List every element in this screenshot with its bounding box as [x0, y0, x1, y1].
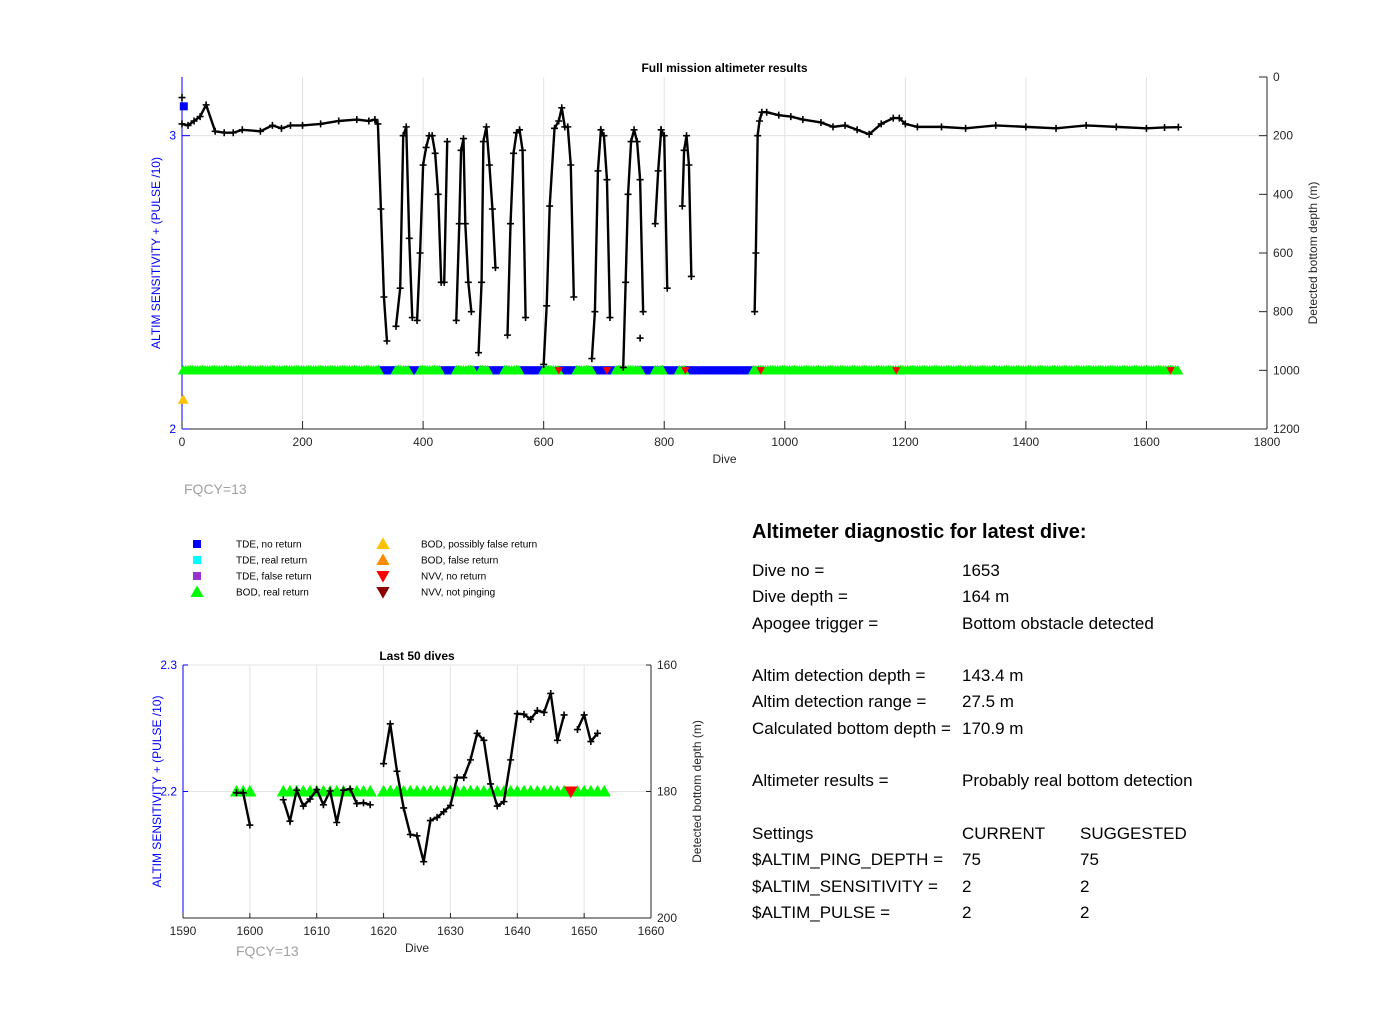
legend-marker — [376, 587, 389, 599]
setting-label: $ALTIM_SENSITIVITY = — [752, 876, 938, 896]
x-tick-label: 800 — [654, 435, 675, 449]
spacer — [752, 795, 1392, 821]
settings-header-row — [752, 821, 1392, 847]
right-tick-label: 200 — [657, 911, 678, 925]
altimeter-diagnostic-panel — [752, 518, 1392, 926]
legend-label: BOD, possibly false return — [421, 539, 538, 551]
x-tick-label: 1660 — [637, 924, 665, 938]
legend-marker — [190, 585, 203, 597]
diag-label: Apogee trigger = — [752, 613, 879, 633]
diag-row-altimeter-results — [752, 768, 1392, 794]
right-axis-label: Detected bottom depth (m) — [690, 720, 704, 863]
diag-row-detection-depth — [752, 663, 1392, 689]
x-tick-label: 1600 — [236, 924, 264, 938]
diag-value: 143.4 m — [962, 666, 1024, 686]
x-tick-label: 1800 — [1253, 435, 1281, 449]
fqcy-note: FQCY=13 — [184, 481, 247, 497]
legend-label: TDE, real return — [236, 555, 308, 567]
legend-label: NVV, no return — [421, 571, 487, 583]
full-mission-chart — [149, 61, 1320, 497]
left-tick-label: 2 — [169, 422, 176, 436]
diag-label: Calculated bottom depth = — [752, 718, 951, 738]
setting-row-pulse — [752, 900, 1392, 926]
left-axis-label: ALTIM SENSITIVITY + (PULSE /10) — [150, 695, 164, 888]
settings-header: Settings — [752, 823, 814, 843]
diag-value: Probably real bottom detection — [962, 771, 1193, 791]
x-tick-label: 1650 — [570, 924, 598, 938]
diag-value: 170.9 m — [962, 718, 1024, 738]
x-tick-label: 600 — [533, 435, 554, 449]
marker-legend — [190, 537, 537, 598]
x-tick-label: 1590 — [169, 924, 197, 938]
diag-value: Bottom obstacle detected — [962, 613, 1154, 633]
diag-label: Dive no = — [752, 561, 825, 580]
legend-marker — [193, 556, 201, 564]
left-tick-label: 2.2 — [160, 784, 177, 799]
x-tick-label: 1400 — [1012, 435, 1040, 449]
spacer — [752, 742, 1392, 768]
x-tick-label: 1610 — [303, 924, 331, 938]
right-axis-label: Detected bottom depth (m) — [1306, 181, 1320, 325]
legend-marker — [376, 553, 389, 565]
legend-label: NVV, not pinging — [421, 587, 496, 599]
x-axis-label: Dive — [404, 941, 430, 955]
setting-current: 2 — [962, 876, 972, 896]
right-tick-label: 600 — [1273, 246, 1294, 260]
tde-no-return-marker — [180, 102, 188, 110]
x-tick-label: 1630 — [437, 924, 464, 938]
left-axis-label: ALTIM SENSITIVITY + (PULSE /10) — [149, 157, 163, 349]
right-tick-label: 0 — [1273, 70, 1280, 84]
x-tick-label: 1000 — [771, 435, 799, 449]
setting-row-ping-depth — [752, 847, 1392, 873]
setting-suggested: 2 — [1080, 876, 1090, 896]
x-axis-label: Dive — [712, 452, 737, 466]
right-tick-label: 200 — [1273, 128, 1294, 143]
diag-value: 164 m — [962, 587, 1010, 607]
diagnostic-heading: Altimeter diagnostic for latest dive: — [752, 521, 1087, 543]
x-tick-label: 1200 — [891, 435, 919, 449]
legend-marker — [376, 571, 389, 583]
suggested-header: SUGGESTED — [1080, 823, 1187, 843]
legend-marker — [376, 537, 389, 549]
right-tick-label: 180 — [657, 784, 678, 799]
diag-label: Altim detection depth = — [752, 666, 926, 686]
plot-area — [182, 77, 1267, 429]
legend-label: TDE, no return — [236, 539, 302, 551]
x-tick-label: 1600 — [1133, 435, 1160, 449]
left-tick-label: 2.3 — [160, 658, 177, 672]
diag-row-detection-range — [752, 689, 1392, 715]
right-tick-label: 1200 — [1273, 422, 1300, 436]
x-tick-label: 400 — [413, 435, 434, 449]
setting-row-sensitivity — [752, 874, 1392, 900]
setting-suggested: 2 — [1080, 902, 1090, 922]
legend-marker — [193, 540, 201, 548]
x-tick-label: 0 — [178, 435, 186, 449]
spacer — [752, 637, 1392, 663]
setting-current: 75 — [962, 850, 981, 870]
x-tick-label: 1620 — [370, 924, 397, 938]
diag-label: Altimeter results = — [752, 771, 889, 791]
diag-row-dive-no — [752, 558, 1392, 584]
setting-suggested: 75 — [1080, 850, 1099, 870]
setting-current: 2 — [962, 902, 972, 922]
setting-label: $ALTIM_PING_DEPTH = — [752, 850, 943, 870]
right-tick-label: 800 — [1273, 304, 1294, 319]
legend-marker — [193, 572, 201, 580]
legend-label: BOD, false return — [421, 555, 499, 567]
fqcy-note: FQCY=13 — [236, 943, 299, 959]
diag-value: 1653 — [962, 561, 1000, 580]
diag-label: Dive depth = — [752, 587, 848, 607]
legend-label: BOD, real return — [236, 587, 309, 599]
chart-title: Full mission altimeter results — [641, 61, 808, 75]
last-50-dives-chart — [150, 649, 704, 959]
chart-title: Last 50 dives — [379, 649, 455, 663]
diag-row-bottom-depth — [752, 716, 1392, 742]
diag-label: Altim detection range = — [752, 692, 927, 712]
x-tick-label: 200 — [292, 435, 313, 449]
legend-label: TDE, false return — [236, 571, 312, 583]
diag-row-dive-depth — [752, 584, 1392, 610]
current-header: CURRENT — [962, 823, 1046, 843]
right-tick-label: 400 — [1273, 187, 1294, 202]
diag-value: 27.5 m — [962, 692, 1014, 712]
left-tick-label: 3 — [169, 128, 176, 143]
setting-label: $ALTIM_PULSE = — [752, 902, 891, 922]
x-tick-label: 1640 — [503, 924, 531, 938]
diag-row-apogee-trigger — [752, 611, 1392, 637]
right-tick-label: 160 — [657, 658, 678, 672]
right-tick-label: 1000 — [1273, 363, 1300, 378]
